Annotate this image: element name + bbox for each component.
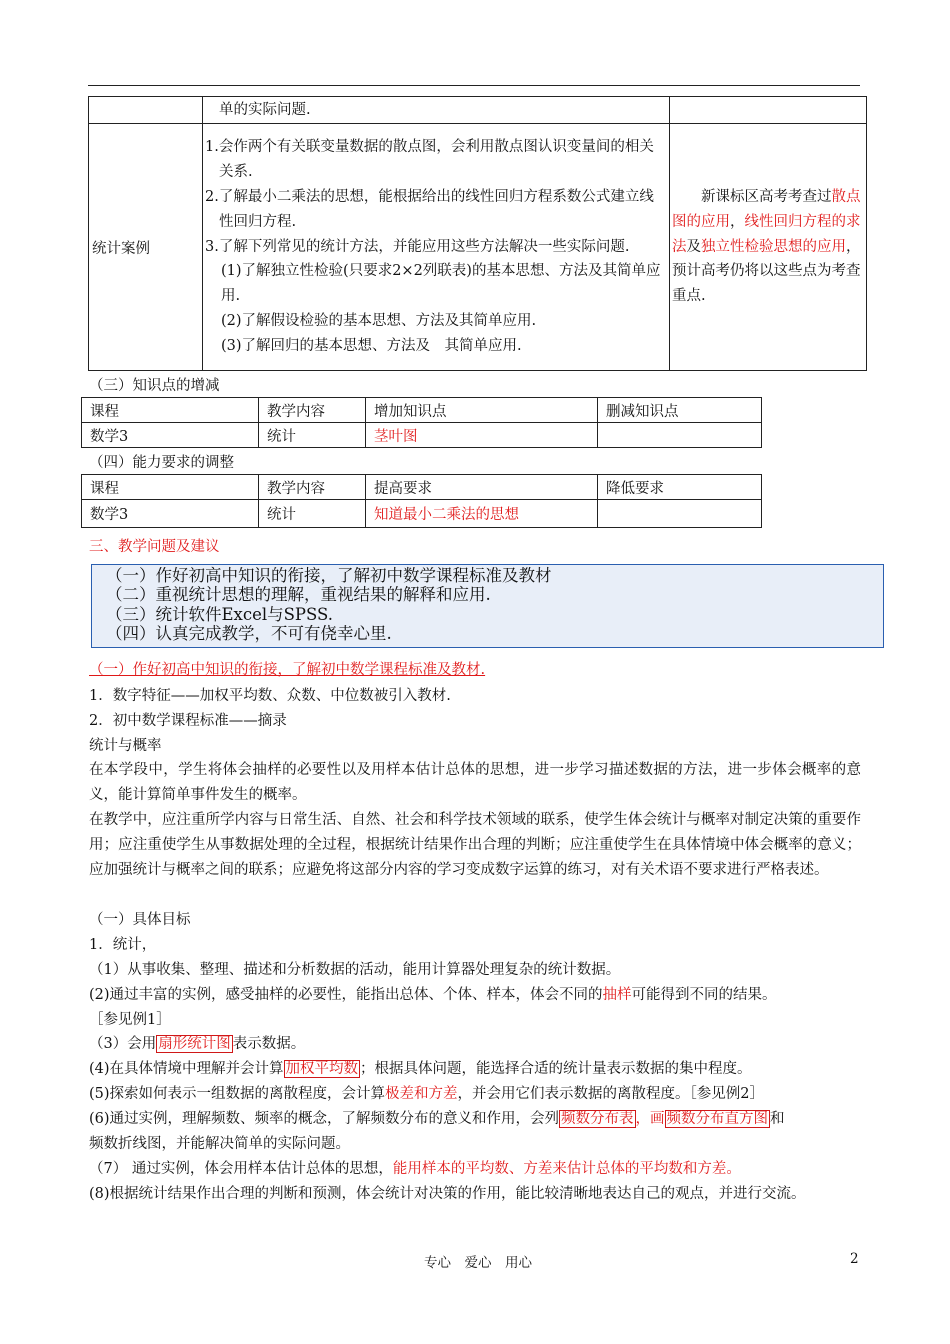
sub-item: (1)了解独立性检验(只要求2×2列联表)的基本思想、方法及其简单应用. xyxy=(221,263,661,305)
exam-note: 新课标区高考考查过散点图的应用，线性回归方程的求法及独立性检验思想的应用，预计高考仍将以这些点为考查重点. xyxy=(672,189,861,305)
body-line: 1．统计， xyxy=(89,937,157,953)
table-cell xyxy=(89,97,203,124)
goal-item: （7） 通过实例，体会用样本估计总体的思想，能用样本的平均数、方差来估计总体的平均数和方差。 xyxy=(89,1161,741,1177)
goal-item: (8)根据统计结果作出合理的判断和预测，体会统计对决策的作用，能比较清晰地表达自己的观点，并进行交流。 xyxy=(89,1186,806,1202)
sub-item: (2)了解假设检验的基本思想、方法及其简单应用. xyxy=(221,312,537,329)
suggestion-callout xyxy=(91,564,884,648)
callout-item: （一）作好初高中知识的衔接，了解初中数学课程标准及教材 xyxy=(106,566,552,585)
list-item: 2.了解最小二乘法的思想，能根据给出的线性回归方程系数公式建立线性回归方程. xyxy=(205,189,654,230)
list-item: 3.了解下列常见的统计方法，并能应用这些方法解决一些实际问题. xyxy=(205,238,630,255)
body-line: 2．初中数学课程标准——摘录 xyxy=(89,713,287,729)
sub-item: (3)了解回归的基本思想、方法及 其简单应用. xyxy=(221,337,522,354)
callout-item: （三）统计软件Excel与SPSS. xyxy=(106,605,334,624)
table-cell xyxy=(203,97,670,124)
body-paragraph: 在教学中，应注重所学内容与日常生活、自然、社会和科学技术领域的联系，使学生体会统计与概率对制定决策的重要作用；应注重使学生从事数据处理的全过程，根据统计结果作出合理的判断；应注重使学生在具体情境中体会概率的意义；应加强统计与概率之间的联系；应避免将这部分内容的学习变成数字运算的练习，对有关术语不要求进行严格表述。 xyxy=(89,812,861,878)
table-cell: 统计 xyxy=(259,423,366,448)
knowledge-change-table xyxy=(81,397,762,448)
callout-item: （四）认真完成教学，不可有侥幸心里. xyxy=(106,624,392,643)
footer-motto: 专心 爱心 用心 xyxy=(424,1255,532,1271)
table-row-label: 统计案例 xyxy=(89,124,203,371)
table-cell: 统计 xyxy=(259,500,366,528)
section-title: （三）知识点的增减 xyxy=(89,378,220,394)
table-cell: 知道最小二乘法的思想 xyxy=(366,500,598,528)
goal-item: (6)通过实例，理解频数、频率的概念，了解频数分布的意义和作用，会列 频数分布表 ，画 频数分布直方图 和 xyxy=(89,1111,785,1127)
table-cell xyxy=(670,97,867,124)
list-item: 1.会作两个有关联变量数据的散点图，会利用散点图认识变量间的相关关系. xyxy=(205,139,654,181)
table-cell: 茎叶图 xyxy=(366,423,598,448)
cell-text: 单的实际问题. xyxy=(219,101,311,118)
goal-item: （1）从事收集、整理、描述和分析数据的活动，能用计算器处理复杂的统计数据。 xyxy=(89,962,621,978)
table-header: 降低要求 xyxy=(598,475,762,500)
table-cell: 数学3 xyxy=(82,500,259,528)
table-header: 教学内容 xyxy=(259,475,366,500)
table-header: 教学内容 xyxy=(259,398,366,423)
body-line: 1．数字特征——加权平均数、众数、中位数被引入教材. xyxy=(89,688,451,704)
table-header: 提高要求 xyxy=(366,475,598,500)
body-paragraph: 在本学段中，学生将体会抽样的必要性以及用样本估计总体的思想，进一步学习描述数据的方法，进一步体会概率的意义，能计算简单事件发生的概率。 xyxy=(89,762,861,803)
goal-item-ref: ［参见例1］ xyxy=(89,1012,171,1028)
page-number: 2 xyxy=(850,1251,859,1267)
body-line: 统计与概率 xyxy=(89,738,162,754)
header-rule xyxy=(88,85,860,86)
table-cell: 数学3 xyxy=(82,423,259,448)
goal-item: （3）会用 扇形统计图 表示数据。 xyxy=(89,1036,306,1052)
goal-item: (4)在具体情境中理解并会计算 加权平均数 ；根据具体问题，能选择合适的统计量表示数据的集中程度。 xyxy=(89,1061,752,1077)
sub-heading: （一）作好初高中知识的衔接，了解初中数学课程标准及教材. xyxy=(89,662,486,678)
statistics-case-table xyxy=(88,96,867,371)
table-header: 课程 xyxy=(82,475,259,500)
table-cell xyxy=(598,423,762,448)
ability-change-table xyxy=(81,474,762,528)
body-line: （一）具体目标 xyxy=(89,912,191,928)
exam-note-cell xyxy=(670,124,867,371)
requirements-cell xyxy=(203,124,670,371)
goal-item: (2)通过丰富的实例，感受抽样的必要性，能指出总体、个体、样本，体会不同的抽样可能得到不同的结果。 xyxy=(89,987,777,1003)
table-cell xyxy=(598,500,762,528)
goal-item: (5)探索如何表示一组数据的离散程度，会计算极差和方差，并会用它们表示数据的离散程度。［参见例2］ xyxy=(89,1086,765,1102)
table-header: 课程 xyxy=(82,398,259,423)
section-heading: 三、教学问题及建议 xyxy=(89,539,220,555)
table-header: 删减知识点 xyxy=(598,398,762,423)
section-title: （四）能力要求的调整 xyxy=(89,455,234,471)
table-header: 增加知识点 xyxy=(366,398,598,423)
callout-item: （二）重视统计思想的理解，重视结果的解释和应用. xyxy=(106,585,491,604)
goal-item: 频数折线图，并能解决简单的实际问题。 xyxy=(89,1136,350,1152)
